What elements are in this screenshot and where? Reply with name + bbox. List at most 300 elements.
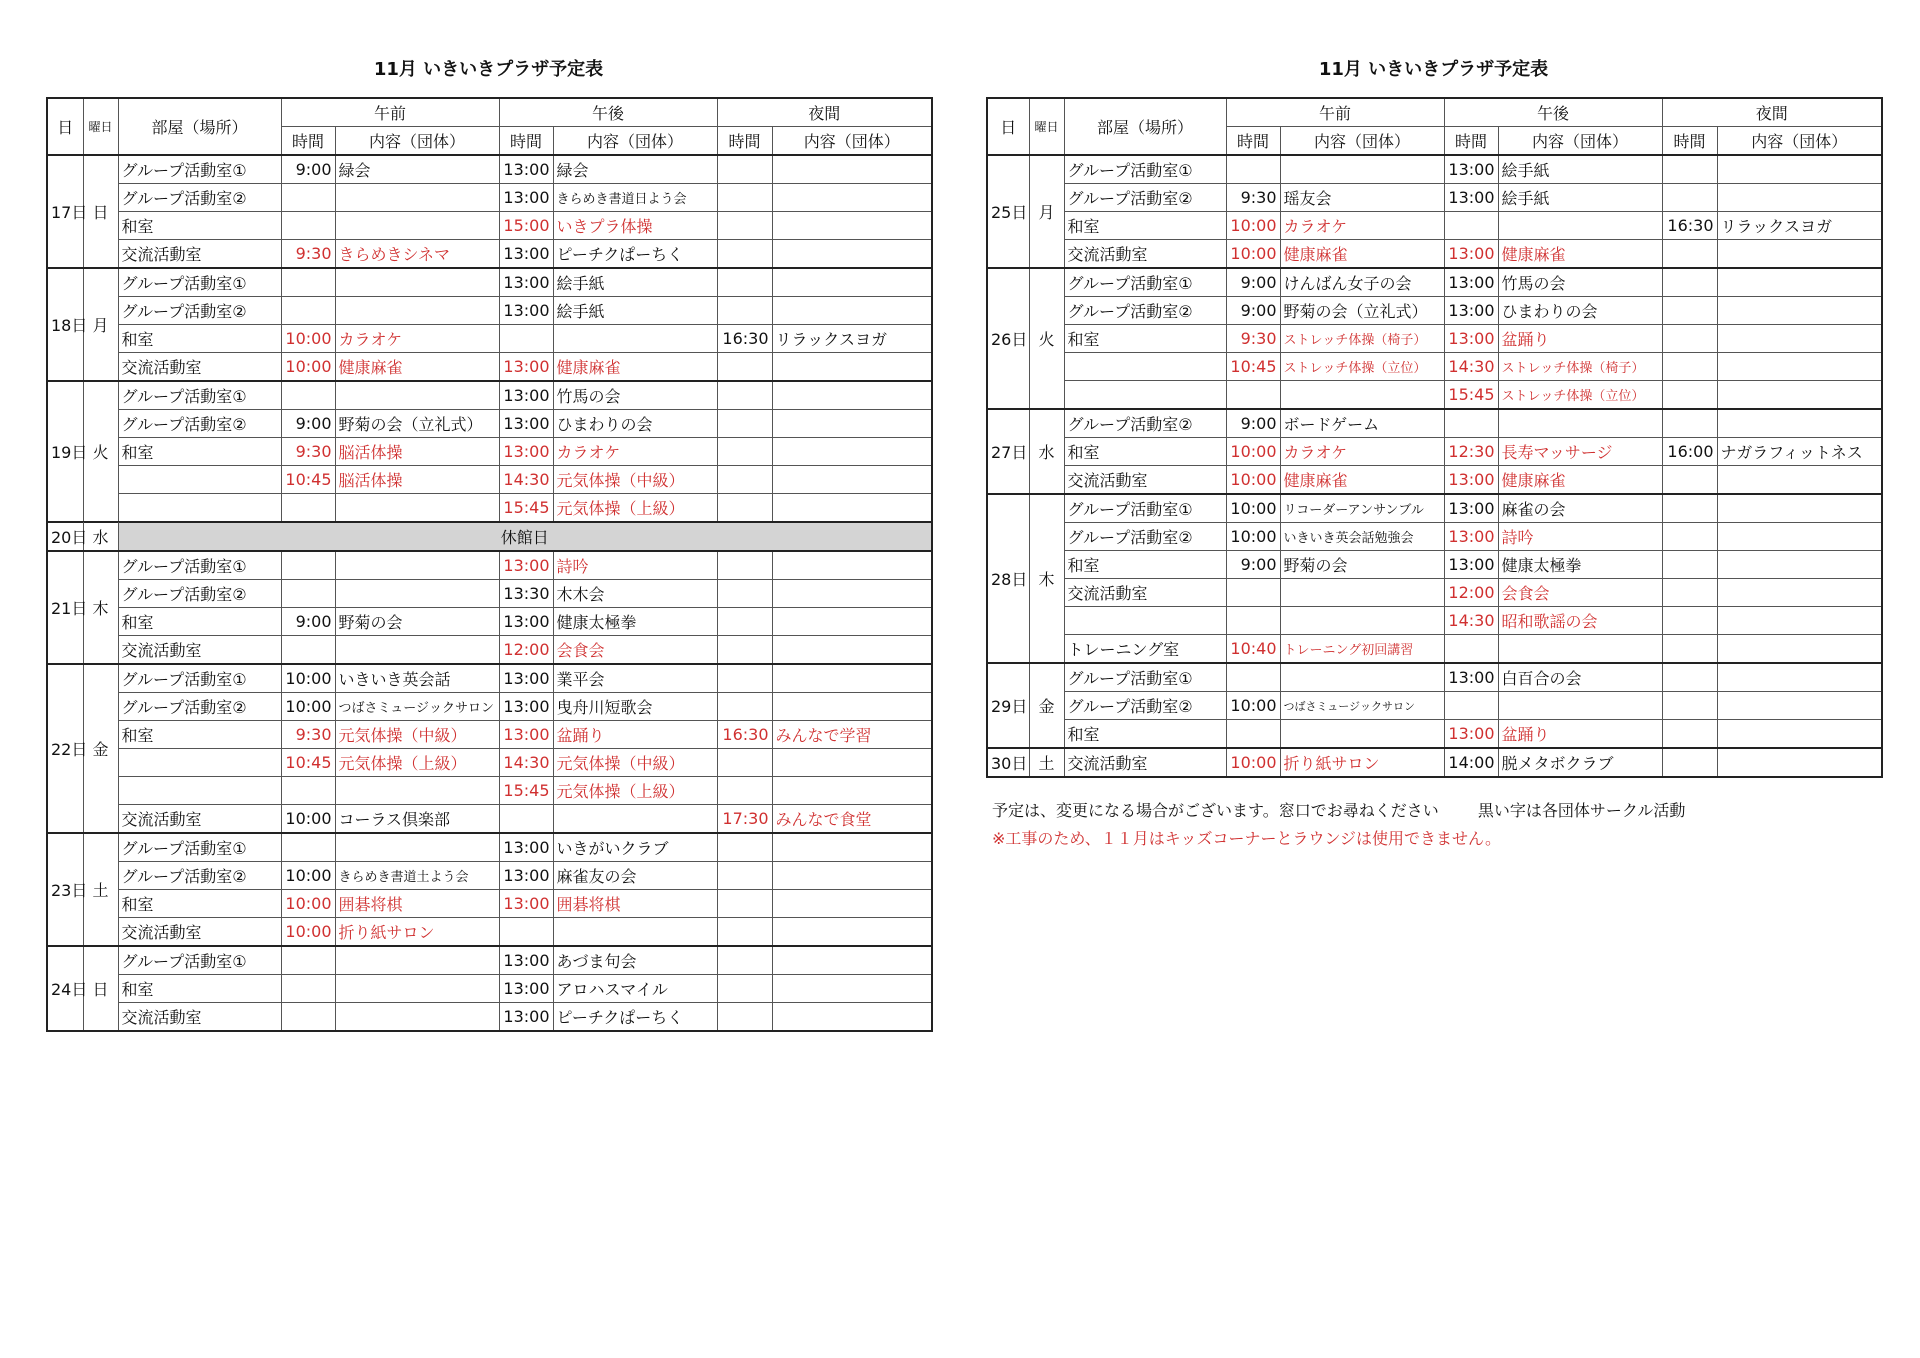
night-activity-cell [772, 353, 932, 382]
table-row [987, 466, 1882, 495]
morning-time-cell: 10:00 [281, 325, 335, 353]
afternoon-activity-cell: 緑会 [553, 155, 717, 184]
afternoon-time-cell: 15:45 [499, 494, 553, 523]
room-cell: 和室 [118, 325, 281, 353]
dow-cell: 火 [1029, 268, 1064, 409]
night-time-cell [717, 184, 772, 212]
afternoon-activity-cell: いきプラ体操 [553, 212, 717, 240]
afternoon-activity-cell: ピーチクぱーちく [553, 1003, 717, 1032]
morning-activity-cell: 元気体操（上級） [335, 749, 499, 777]
afternoon-time-cell: 13:00 [1444, 523, 1498, 551]
day-cell: 24日 [47, 946, 83, 1031]
room-cell: グループ活動室① [118, 155, 281, 184]
morning-time-cell: 10:00 [1226, 748, 1280, 777]
night-activity-cell [1717, 240, 1882, 269]
night-activity-cell [772, 946, 932, 975]
night-activity-cell: みんなで学習 [772, 721, 932, 749]
afternoon-activity-cell [1498, 692, 1662, 720]
afternoon-time-cell: 13:00 [1444, 494, 1498, 523]
morning-time-cell: 9:00 [281, 410, 335, 438]
table-row [987, 635, 1882, 664]
morning-activity-cell [335, 580, 499, 608]
notice-construction: ※工事のため、１１月はキッズコーナーとラウンジは使用できません。 [992, 829, 1502, 848]
morning-time-cell: 9:30 [281, 721, 335, 749]
morning-activity-cell [335, 297, 499, 325]
morning-time-cell: 10:00 [281, 805, 335, 834]
night-time-cell [717, 494, 772, 523]
afternoon-activity-cell: ストレッチ体操（椅子） [1498, 353, 1662, 381]
morning-time-cell [281, 1003, 335, 1032]
room-cell: 和室 [1064, 720, 1226, 749]
table-row [987, 607, 1882, 635]
dow-cell: 土 [1029, 748, 1064, 777]
night-time-cell [717, 155, 772, 184]
afternoon-activity-cell: 盆踊り [1498, 720, 1662, 749]
afternoon-time-cell: 14:30 [1444, 353, 1498, 381]
night-activity-cell [772, 862, 932, 890]
afternoon-time-cell [499, 325, 553, 353]
morning-activity-cell: 健康麻雀 [1280, 240, 1444, 269]
night-time-cell: 16:30 [717, 721, 772, 749]
header-pm: 午後 [1444, 98, 1662, 127]
night-activity-cell [772, 184, 932, 212]
room-cell: グループ活動室② [1064, 297, 1226, 325]
room-cell: 和室 [118, 890, 281, 918]
dow-cell: 水 [83, 522, 118, 551]
night-activity-cell [1717, 353, 1882, 381]
morning-activity-cell: つばさミュージックサロン [1280, 692, 1444, 720]
night-time-cell: 16:30 [717, 325, 772, 353]
room-cell: 交流活動室 [118, 1003, 281, 1032]
day-cell: 26日 [987, 268, 1029, 409]
morning-time-cell [281, 381, 335, 410]
afternoon-activity-cell [553, 805, 717, 834]
afternoon-time-cell: 13:00 [499, 410, 553, 438]
morning-time-cell: 9:30 [281, 240, 335, 269]
header-am: 午前 [281, 98, 499, 127]
morning-activity-cell: けんばん女子の会 [1280, 268, 1444, 297]
table-row [987, 325, 1882, 353]
notice-change-text: 予定は、変更になる場合がございます。窓口でお尋ねください [992, 801, 1439, 820]
room-cell: 交流活動室 [1064, 748, 1226, 777]
afternoon-activity-cell: 麻雀の会 [1498, 494, 1662, 523]
afternoon-time-cell: 13:00 [1444, 720, 1498, 749]
morning-activity-cell: 野菊の会 [335, 608, 499, 636]
table-row [47, 410, 932, 438]
table-row [47, 664, 932, 693]
afternoon-time-cell [1444, 635, 1498, 664]
night-time-cell [717, 890, 772, 918]
morning-time-cell: 9:00 [281, 155, 335, 184]
afternoon-time-cell: 15:00 [499, 212, 553, 240]
afternoon-activity-cell: 竹馬の会 [553, 381, 717, 410]
morning-activity-cell [335, 946, 499, 975]
table-row [987, 720, 1882, 749]
table-row [47, 636, 932, 665]
morning-activity-cell [335, 381, 499, 410]
table-row [987, 297, 1882, 325]
table-row [987, 438, 1882, 466]
morning-time-cell [281, 268, 335, 297]
dow-cell: 月 [83, 268, 118, 381]
night-time-cell [717, 410, 772, 438]
afternoon-activity-cell: 健康麻雀 [553, 353, 717, 382]
morning-activity-cell: 野菊の会（立礼式） [335, 410, 499, 438]
table-row [987, 155, 1882, 184]
page-title-right: 11月 いきいきプラザ予定表 [1318, 59, 1549, 80]
room-cell: グループ活動室① [118, 381, 281, 410]
header-content: 内容（団体） [553, 127, 717, 156]
room-cell: グループ活動室① [118, 268, 281, 297]
page-title-left: 11月 いきいきプラザ予定表 [373, 59, 604, 80]
night-activity-cell [772, 551, 932, 580]
afternoon-time-cell: 13:00 [499, 240, 553, 269]
table-row [47, 438, 932, 466]
night-activity-cell [1717, 268, 1882, 297]
afternoon-time-cell: 14:30 [499, 466, 553, 494]
header-room: 部屋（場所） [1064, 98, 1226, 155]
night-activity-cell [772, 608, 932, 636]
afternoon-activity-cell: 健康太極拳 [553, 608, 717, 636]
table-row [47, 749, 932, 777]
night-activity-cell [772, 918, 932, 947]
table-row [47, 946, 932, 975]
room-cell: 和室 [118, 608, 281, 636]
table-row [47, 494, 932, 523]
morning-activity-cell: カラオケ [335, 325, 499, 353]
room-cell: 交流活動室 [1064, 240, 1226, 269]
morning-activity-cell: 脳活体操 [335, 466, 499, 494]
morning-activity-cell [1280, 607, 1444, 635]
day-cell: 29日 [987, 663, 1029, 748]
morning-activity-cell: 野菊の会（立礼式） [1280, 297, 1444, 325]
room-cell: グループ活動室① [118, 551, 281, 580]
afternoon-time-cell: 13:00 [499, 1003, 553, 1032]
morning-activity-cell: 野菊の会 [1280, 551, 1444, 579]
morning-time-cell [281, 975, 335, 1003]
afternoon-activity-cell: 盆踊り [1498, 325, 1662, 353]
table-row [47, 155, 932, 184]
afternoon-time-cell: 15:45 [499, 777, 553, 805]
morning-activity-cell: 折り紙サロン [1280, 748, 1444, 777]
header-time: 時間 [499, 127, 553, 156]
morning-activity-cell: 元気体操（中級） [335, 721, 499, 749]
table-row [47, 862, 932, 890]
room-cell: 交流活動室 [118, 240, 281, 269]
night-time-cell [717, 636, 772, 665]
header-pm: 午後 [499, 98, 717, 127]
morning-time-cell: 10:00 [1226, 212, 1280, 240]
night-activity-cell [772, 438, 932, 466]
night-activity-cell [772, 1003, 932, 1032]
morning-activity-cell [1280, 579, 1444, 607]
afternoon-time-cell: 14:30 [1444, 607, 1498, 635]
night-time-cell [1662, 240, 1717, 269]
dow-cell: 水 [1029, 409, 1064, 494]
night-activity-cell: みんなで食堂 [772, 805, 932, 834]
table-row [987, 748, 1882, 777]
night-time-cell [1662, 607, 1717, 635]
table-row [987, 551, 1882, 579]
room-cell: 交流活動室 [1064, 579, 1226, 607]
table-row [47, 975, 932, 1003]
afternoon-time-cell: 13:00 [499, 184, 553, 212]
dow-cell: 土 [83, 833, 118, 946]
table-row [987, 353, 1882, 381]
night-time-cell [1662, 184, 1717, 212]
night-time-cell [1662, 325, 1717, 353]
morning-time-cell [281, 551, 335, 580]
night-activity-cell [772, 212, 932, 240]
night-time-cell [717, 1003, 772, 1032]
table-row [47, 240, 932, 269]
room-cell [1064, 353, 1226, 381]
night-time-cell [717, 551, 772, 580]
morning-time-cell: 9:00 [281, 608, 335, 636]
table-row [987, 240, 1882, 269]
table-row [987, 212, 1882, 240]
room-cell: グループ活動室① [118, 833, 281, 862]
day-cell: 23日 [47, 833, 83, 946]
night-time-cell [1662, 720, 1717, 749]
header-room: 部屋（場所） [118, 98, 281, 155]
header-content: 内容（団体） [1498, 127, 1662, 156]
night-activity-cell [1717, 381, 1882, 410]
night-time-cell [1662, 409, 1717, 438]
table-row [47, 353, 932, 382]
morning-time-cell: 10:40 [1226, 635, 1280, 664]
afternoon-time-cell: 13:00 [499, 438, 553, 466]
night-time-cell: 17:30 [717, 805, 772, 834]
morning-activity-cell: 瑶友会 [1280, 184, 1444, 212]
room-cell: 交流活動室 [118, 636, 281, 665]
night-activity-cell [772, 693, 932, 721]
morning-time-cell: 10:45 [281, 749, 335, 777]
afternoon-activity-cell: ストレッチ体操（立位） [1498, 381, 1662, 410]
table-row [47, 890, 932, 918]
night-time-cell: 16:00 [1662, 438, 1717, 466]
day-cell: 27日 [987, 409, 1029, 494]
afternoon-activity-cell: 詩吟 [553, 551, 717, 580]
day-cell: 25日 [987, 155, 1029, 268]
header-dow: 曜日 [1029, 98, 1064, 155]
morning-activity-cell: 囲碁将棋 [335, 890, 499, 918]
header-am: 午前 [1226, 98, 1444, 127]
table-row [47, 805, 932, 834]
night-time-cell [1662, 155, 1717, 184]
afternoon-time-cell: 14:30 [499, 749, 553, 777]
room-cell: 和室 [118, 721, 281, 749]
table-row [987, 268, 1882, 297]
header-day: 日 [987, 98, 1029, 155]
afternoon-time-cell: 12:00 [1444, 579, 1498, 607]
afternoon-time-cell: 15:45 [1444, 381, 1498, 410]
night-time-cell [717, 268, 772, 297]
night-activity-cell [772, 410, 932, 438]
afternoon-activity-cell: 囲碁将棋 [553, 890, 717, 918]
night-time-cell [1662, 523, 1717, 551]
room-cell: 和室 [1064, 212, 1226, 240]
dow-cell: 金 [83, 664, 118, 833]
night-time-cell: 16:30 [1662, 212, 1717, 240]
day-cell: 22日 [47, 664, 83, 833]
night-activity-cell [1717, 297, 1882, 325]
morning-time-cell: 9:00 [1226, 297, 1280, 325]
afternoon-time-cell: 14:00 [1444, 748, 1498, 777]
morning-time-cell [281, 212, 335, 240]
morning-time-cell [1226, 579, 1280, 607]
dow-cell: 月 [1029, 155, 1064, 268]
night-time-cell [717, 777, 772, 805]
morning-time-cell [281, 946, 335, 975]
night-time-cell [717, 381, 772, 410]
night-activity-cell [1717, 155, 1882, 184]
night-time-cell [717, 862, 772, 890]
schedule-table-left [46, 97, 933, 1032]
afternoon-time-cell: 13:00 [499, 946, 553, 975]
afternoon-activity-cell: 会食会 [553, 636, 717, 665]
night-activity-cell [1717, 607, 1882, 635]
night-activity-cell [1717, 409, 1882, 438]
room-cell: グループ活動室② [118, 693, 281, 721]
afternoon-time-cell: 13:00 [1444, 184, 1498, 212]
afternoon-activity-cell: 元気体操（上級） [553, 777, 717, 805]
morning-activity-cell [335, 551, 499, 580]
night-time-cell [1662, 551, 1717, 579]
afternoon-time-cell: 13:00 [499, 608, 553, 636]
morning-time-cell: 10:00 [281, 918, 335, 947]
night-time-cell [717, 580, 772, 608]
afternoon-time-cell: 13:00 [499, 890, 553, 918]
room-cell: 交流活動室 [118, 805, 281, 834]
table-row [47, 381, 932, 410]
night-activity-cell [1717, 579, 1882, 607]
afternoon-time-cell: 13:00 [499, 721, 553, 749]
afternoon-time-cell [1444, 212, 1498, 240]
header-day: 日 [47, 98, 83, 155]
night-time-cell [717, 975, 772, 1003]
afternoon-activity-cell [553, 325, 717, 353]
morning-activity-cell: いきいき英会話 [335, 664, 499, 693]
night-activity-cell [1717, 663, 1882, 692]
afternoon-time-cell: 13:00 [499, 268, 553, 297]
afternoon-activity-cell: ひまわりの会 [1498, 297, 1662, 325]
table-row [47, 466, 932, 494]
afternoon-activity-cell: あづま句会 [553, 946, 717, 975]
morning-activity-cell [335, 1003, 499, 1032]
afternoon-activity-cell: 竹馬の会 [1498, 268, 1662, 297]
afternoon-activity-cell [1498, 635, 1662, 664]
morning-time-cell [281, 833, 335, 862]
afternoon-time-cell: 13:00 [499, 833, 553, 862]
day-cell: 30日 [987, 748, 1029, 777]
room-cell: グループ活動室② [118, 410, 281, 438]
room-cell: グループ活動室① [1064, 663, 1226, 692]
header-content: 内容（団体） [772, 127, 932, 156]
afternoon-activity-cell [1498, 212, 1662, 240]
afternoon-activity-cell: 長寿マッサージ [1498, 438, 1662, 466]
afternoon-activity-cell: 絵手紙 [1498, 184, 1662, 212]
morning-activity-cell [335, 184, 499, 212]
morning-time-cell: 10:00 [1226, 494, 1280, 523]
afternoon-activity-cell: 元気体操（中級） [553, 466, 717, 494]
afternoon-time-cell: 13:00 [1444, 663, 1498, 692]
morning-time-cell: 10:00 [1226, 466, 1280, 495]
morning-time-cell: 10:00 [281, 353, 335, 382]
afternoon-activity-cell: 脱メタボクラブ [1498, 748, 1662, 777]
morning-time-cell: 10:00 [281, 862, 335, 890]
afternoon-activity-cell: 詩吟 [1498, 523, 1662, 551]
night-activity-cell [772, 240, 932, 269]
night-time-cell [717, 212, 772, 240]
morning-activity-cell [335, 833, 499, 862]
room-cell: グループ活動室① [1064, 268, 1226, 297]
night-time-cell [717, 297, 772, 325]
table-row [47, 777, 932, 805]
room-cell [1064, 607, 1226, 635]
morning-time-cell: 10:00 [1226, 692, 1280, 720]
night-time-cell [717, 946, 772, 975]
afternoon-time-cell: 13:00 [499, 664, 553, 693]
afternoon-time-cell: 12:00 [499, 636, 553, 665]
afternoon-activity-cell: 絵手紙 [553, 297, 717, 325]
header-content: 内容（団体） [1280, 127, 1444, 156]
table-row [987, 523, 1882, 551]
night-time-cell [1662, 635, 1717, 664]
header-time: 時間 [1226, 127, 1280, 156]
night-time-cell [1662, 579, 1717, 607]
room-cell [118, 777, 281, 805]
afternoon-time-cell: 13:00 [499, 551, 553, 580]
morning-time-cell: 9:30 [1226, 325, 1280, 353]
day-cell: 18日 [47, 268, 83, 381]
room-cell: 和室 [1064, 438, 1226, 466]
header-time: 時間 [281, 127, 335, 156]
night-activity-cell [772, 381, 932, 410]
dow-cell: 火 [83, 381, 118, 522]
night-time-cell [717, 749, 772, 777]
afternoon-time-cell: 13:00 [1444, 466, 1498, 495]
day-cell: 19日 [47, 381, 83, 522]
night-activity-cell [772, 268, 932, 297]
morning-time-cell [281, 297, 335, 325]
afternoon-time-cell: 13:00 [499, 693, 553, 721]
closed-day-cell: 休館日 [118, 522, 932, 551]
afternoon-activity-cell [1498, 409, 1662, 438]
night-activity-cell [772, 580, 932, 608]
table-row [47, 212, 932, 240]
room-cell: 和室 [1064, 325, 1226, 353]
night-activity-cell [772, 664, 932, 693]
table-row [47, 833, 932, 862]
night-time-cell [1662, 663, 1717, 692]
morning-time-cell [1226, 381, 1280, 410]
header-dow: 曜日 [83, 98, 118, 155]
afternoon-activity-cell: いきがいクラブ [553, 833, 717, 862]
notice-black-text-legend: 黒い字は各団体サークル活動 [1477, 801, 1686, 820]
table-row [47, 551, 932, 580]
night-time-cell [1662, 353, 1717, 381]
morning-activity-cell: コーラス倶楽部 [335, 805, 499, 834]
room-cell: グループ活動室② [1064, 692, 1226, 720]
table-row [987, 663, 1882, 692]
afternoon-activity-cell: 絵手紙 [553, 268, 717, 297]
morning-time-cell: 10:00 [281, 664, 335, 693]
night-time-cell [1662, 692, 1717, 720]
night-time-cell [1662, 297, 1717, 325]
room-cell: グループ活動室② [118, 580, 281, 608]
morning-time-cell: 10:00 [1226, 240, 1280, 269]
